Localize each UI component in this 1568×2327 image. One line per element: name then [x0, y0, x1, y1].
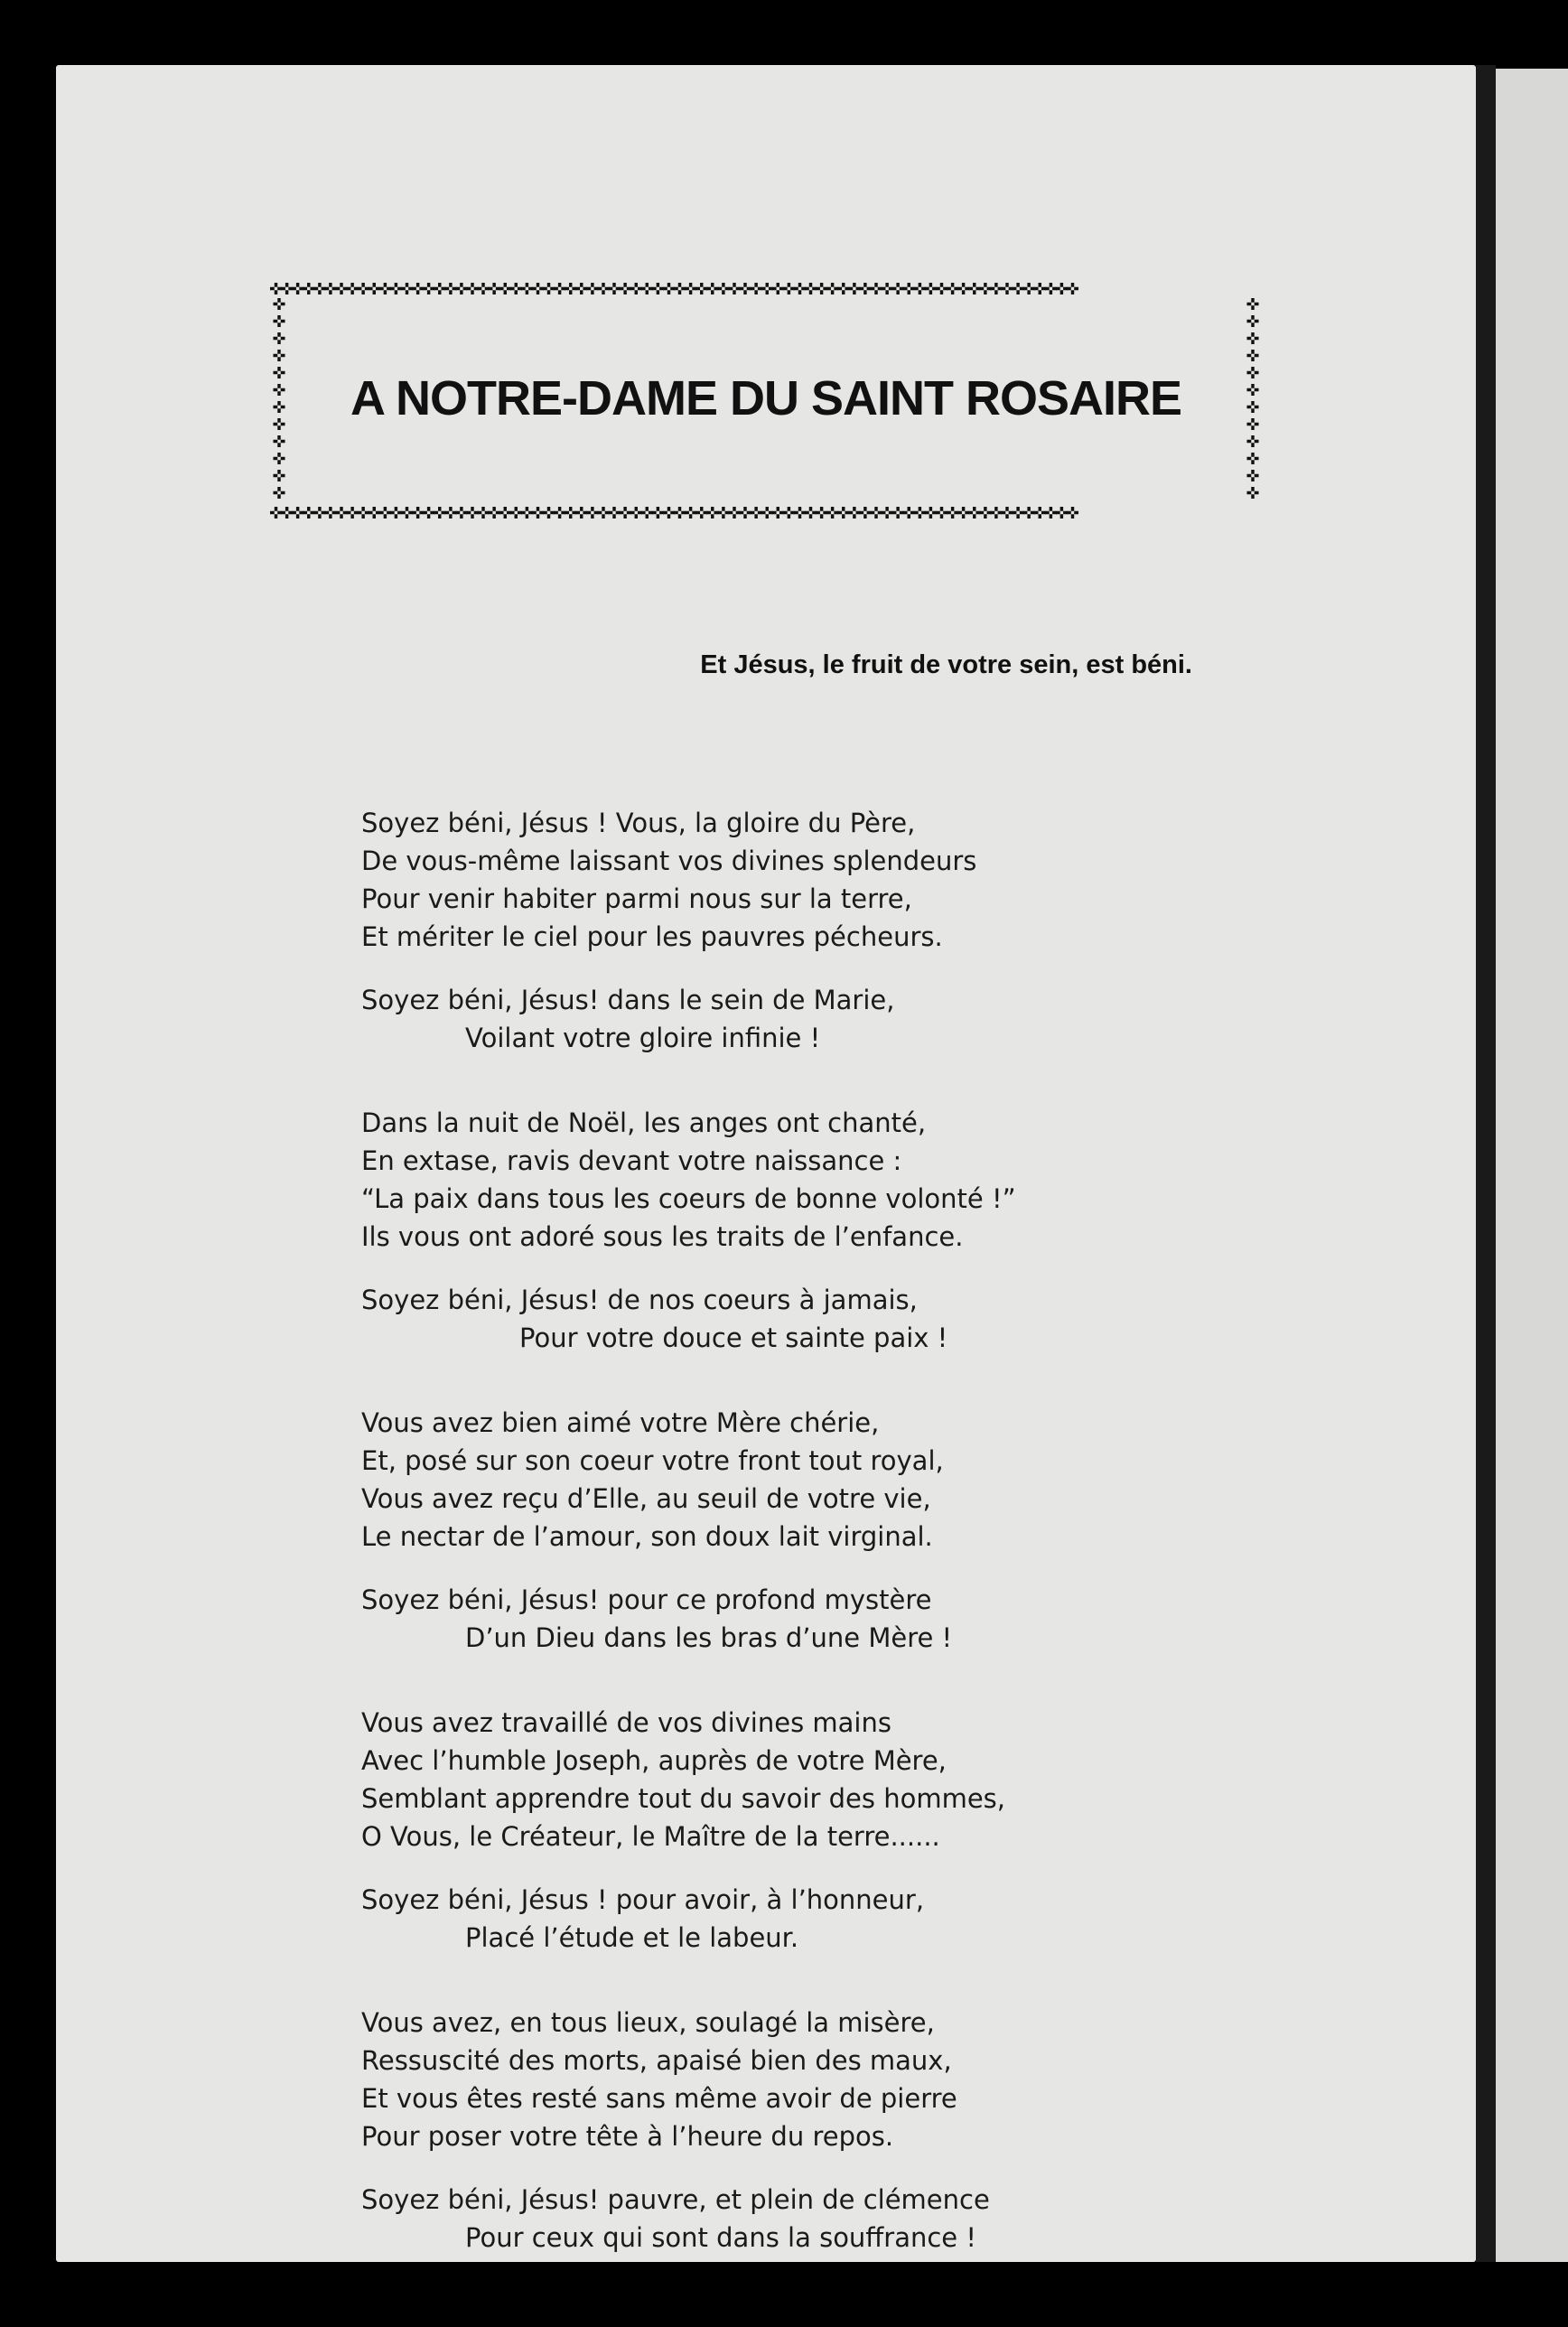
ornamental-border-left: ✜ ✜ ✜ ✜ ✜ ✜ ✜ ✜ ✜ ✜ ✜ ✜ [272, 296, 286, 503]
refrain-1 [361, 981, 1174, 1057]
ornamental-border-top: ✜✜✜✜✜✜✜✜✜✜✜✜✜✜✜✜✜✜✜✜✜✜✜✜✜✜✜✜✜✜✜✜✜✜✜✜✜✜✜✜✜✜✜✜✜✜✜✜✜✜✜✜✜✜✜✜✜✜✜✜✜✜✜✜✜✜✜✜✜✜✜✜✜✜ [269, 280, 1078, 299]
verse-line: Pour poser votre tête à l’heure du repos. [361, 2121, 894, 2152]
verse-line: Vous avez bien aimé votre Mère chérie, [361, 1407, 880, 1438]
refrain-3 [361, 1581, 1174, 1657]
refrain-line: Pour votre douce et sainte paix ! [519, 1322, 948, 1353]
refrain-line: Soyez béni, Jésus! pour ce profond mystère [361, 1584, 932, 1615]
verse-line: Et, posé sur son coeur votre front tout royal, [361, 1445, 944, 1476]
refrain-2 [361, 1281, 1174, 1357]
verse-line: Vous avez reçu d’Elle, au seuil de votre vie, [361, 1483, 931, 1514]
refrain-line: Soyez béni, Jésus! dans le sein de Marie, [361, 985, 895, 1015]
book-spine [1476, 65, 1496, 2262]
refrain-line: D’un Dieu dans les bras d’une Mère ! [465, 1622, 953, 1653]
verse-line: En extase, ravis devant votre naissance : [361, 1145, 902, 1176]
refrain-line: Placé l’étude et le labeur. [465, 1922, 799, 1953]
verse-line: Vous avez travaillé de vos divines mains [361, 1707, 891, 1738]
verse-line: Ils vous ont adoré sous les traits de l’enfance. [361, 1221, 964, 1252]
refrain-4 [361, 1881, 1174, 1957]
ornamental-border-right: ✜ ✜ ✜ ✜ ✜ ✜ ✜ ✜ ✜ ✜ ✜ ✜ [1246, 296, 1260, 503]
verse-line: Avec l’humble Joseph, auprès de votre Mère, [361, 1745, 947, 1776]
verse-line: Semblant apprendre tout du savoir des hommes, [361, 1783, 1005, 1814]
verse-line: Et vous êtes resté sans même avoir de pierre [361, 2083, 957, 2114]
verse-line: Vous avez, en tous lieux, soulagé la misère, [361, 2007, 935, 2038]
stanza-5 [361, 2004, 1174, 2155]
page-title: A NOTRE-DAME DU SAINT ROSAIRE [350, 371, 1181, 425]
refrain-5 [361, 2181, 1174, 2257]
ornamental-border-bottom: ✜✜✜✜✜✜✜✜✜✜✜✜✜✜✜✜✜✜✜✜✜✜✜✜✜✜✜✜✜✜✜✜✜✜✜✜✜✜✜✜✜✜✜✜✜✜✜✜✜✜✜✜✜✜✜✜✜✜✜✜✜✜✜✜✜✜✜✜✜✜✜✜✜✜ [269, 504, 1078, 523]
refrain-line: Soyez béni, Jésus! pauvre, et plein de clémence [361, 2184, 990, 2215]
verse-line: Et mériter le ciel pour les pauvres pécheurs. [361, 921, 943, 952]
refrain-line: Soyez béni, Jésus ! pour avoir, à l’honneur, [361, 1884, 925, 1915]
epigraph: Et Jésus, le fruit de votre sein, est béni. [700, 650, 1192, 679]
verse-line: Pour venir habiter parmi nous sur la terre, [361, 883, 912, 914]
verse-line: De vous-même laissant vos divines splendeurs [361, 846, 977, 876]
stanza-2 [361, 1104, 1174, 1256]
verse-line: Dans la nuit de Noël, les anges ont chanté, [361, 1107, 927, 1138]
refrain-line: Soyez béni, Jésus! de nos coeurs à jamais, [361, 1285, 918, 1315]
title-frame [269, 280, 1263, 524]
stanza-4 [361, 1704, 1174, 1855]
verse-line: Soyez béni, Jésus ! Vous, la gloire du Père, [361, 808, 916, 838]
verse-line: O Vous, le Créateur, le Maître de la terre...... [361, 1821, 940, 1852]
adjacent-page-edge [1496, 69, 1568, 2262]
refrain-line: Pour ceux qui sont dans la souffrance ! [465, 2222, 976, 2253]
stanza-1 [361, 804, 1174, 956]
verse-line: “La paix dans tous les coeurs de bonne volonté !” [361, 1183, 1016, 1214]
refrain-line: Voilant votre gloire infinie ! [465, 1023, 821, 1053]
stanza-3 [361, 1404, 1174, 1556]
verse-line: Ressuscité des morts, apaisé bien des maux, [361, 2045, 952, 2076]
verse-line: Le nectar de l’amour, son doux lait virginal. [361, 1521, 933, 1552]
poem [361, 804, 1174, 2304]
